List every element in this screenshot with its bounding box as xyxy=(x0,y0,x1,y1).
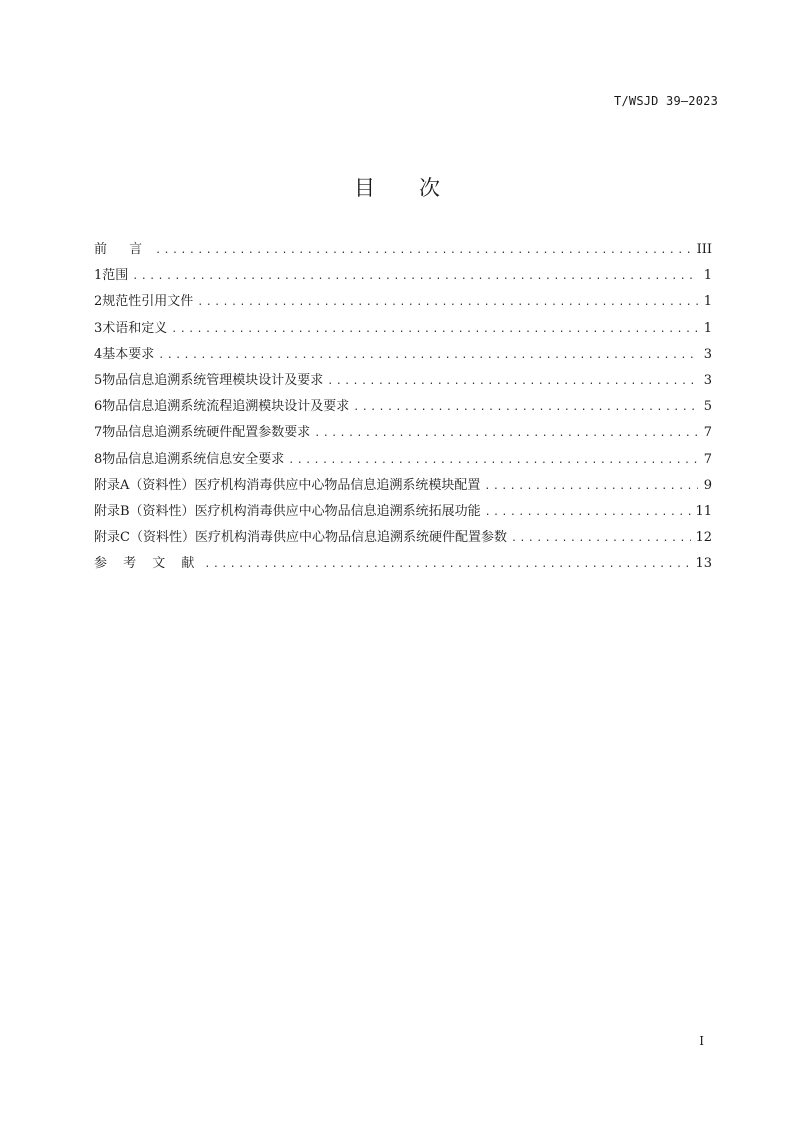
toc-entry-number: 5 xyxy=(94,372,103,388)
toc-entry-page: 5 xyxy=(703,399,712,415)
toc-entry-label: 前 言 xyxy=(94,242,152,257)
toc-entry-page: 3 xyxy=(703,372,712,388)
toc-entry-number: 1 xyxy=(94,268,103,284)
toc-leader-dots xyxy=(484,481,698,492)
toc-entry-page: 12 xyxy=(695,530,712,546)
toc-entry-label: 范围 xyxy=(102,268,129,284)
toc-entry-2[interactable] xyxy=(94,290,712,316)
toc-leader-dots xyxy=(288,455,698,466)
toc-entry-page: 11 xyxy=(695,503,712,519)
toc-entry-number: 6 xyxy=(94,399,103,415)
toc-entry-label: 物品信息追溯系统硬件配置参数要求 xyxy=(102,425,311,441)
toc-entry-4[interactable] xyxy=(94,343,712,369)
toc-leader-dots xyxy=(171,324,698,335)
document-code: T/WSJD 39—2023 xyxy=(614,94,718,108)
toc-entry-page: 1 xyxy=(703,320,712,336)
toc-title xyxy=(0,172,794,202)
toc-entry-page: 9 xyxy=(703,477,712,493)
toc-entry-label: 基本要求 xyxy=(102,346,155,362)
toc-entry-8[interactable] xyxy=(94,448,712,474)
table-of-contents xyxy=(94,238,712,578)
toc-title-char-2: 次 xyxy=(419,176,440,200)
toc-entry-label: 医疗机构消毒供应中心物品信息追溯系统拓展功能 xyxy=(194,503,481,519)
toc-leader-dots xyxy=(132,271,698,282)
toc-entry-label: 物品信息追溯系统管理模块设计及要求 xyxy=(102,372,324,388)
toc-entry-label: 物品信息追溯系统流程追溯模块设计及要求 xyxy=(102,399,350,415)
toc-title-char-1: 目 xyxy=(354,176,375,200)
toc-leader-dots xyxy=(204,559,691,570)
toc-entry-page: 1 xyxy=(703,294,712,310)
toc-entry-label: 规范性引用文件 xyxy=(102,294,194,310)
toc-leader-dots xyxy=(511,533,691,544)
toc-appendix-tag: 附录A（资料性） xyxy=(94,477,195,493)
toc-leader-dots xyxy=(314,428,698,439)
toc-entry-label: 术语和定义 xyxy=(102,320,168,336)
toc-entry-number: 4 xyxy=(94,346,103,362)
toc-entry-page: 7 xyxy=(703,451,712,467)
toc-entry-appendix-b[interactable] xyxy=(94,500,712,526)
toc-leader-dots xyxy=(197,297,698,308)
toc-entry-number: 3 xyxy=(94,320,103,336)
toc-entry-bibliography[interactable] xyxy=(94,552,712,578)
toc-entry-5[interactable] xyxy=(94,369,712,395)
toc-entry-6[interactable] xyxy=(94,395,712,421)
toc-leader-dots xyxy=(155,245,692,256)
toc-entry-appendix-a[interactable] xyxy=(94,474,712,500)
toc-entry-page: 1 xyxy=(703,268,712,284)
toc-entry-3[interactable] xyxy=(94,317,712,343)
toc-entry-page: 7 xyxy=(703,425,712,441)
toc-entry-foreword[interactable] xyxy=(94,238,712,264)
toc-entry-1[interactable] xyxy=(94,264,712,290)
toc-entry-number: 2 xyxy=(94,294,103,310)
toc-leader-dots xyxy=(485,507,692,518)
toc-entry-label: 医疗机构消毒供应中心物品信息追溯系统模块配置 xyxy=(194,477,481,493)
toc-entry-7[interactable] xyxy=(94,421,712,447)
toc-leader-dots xyxy=(327,376,698,387)
toc-appendix-tag: 附录C（资料性） xyxy=(94,530,195,546)
page-number: I xyxy=(699,1034,704,1048)
toc-leader-dots xyxy=(353,402,698,413)
toc-entry-label: 医疗机构消毒供应中心物品信息追溯系统硬件配置参数 xyxy=(194,530,507,546)
toc-entry-label: 物品信息追溯系统信息安全要求 xyxy=(102,451,285,467)
toc-entry-appendix-c[interactable] xyxy=(94,526,712,552)
toc-appendix-tag: 附录B（资料性） xyxy=(94,503,195,519)
toc-entry-label: 参 考 文 献 xyxy=(94,556,201,572)
toc-leader-dots xyxy=(158,350,698,361)
toc-entry-page: 3 xyxy=(703,346,712,362)
toc-entry-page: 13 xyxy=(695,556,712,572)
toc-entry-number: 8 xyxy=(94,451,103,467)
toc-entry-page: III xyxy=(696,242,712,257)
toc-entry-number: 7 xyxy=(94,425,103,441)
